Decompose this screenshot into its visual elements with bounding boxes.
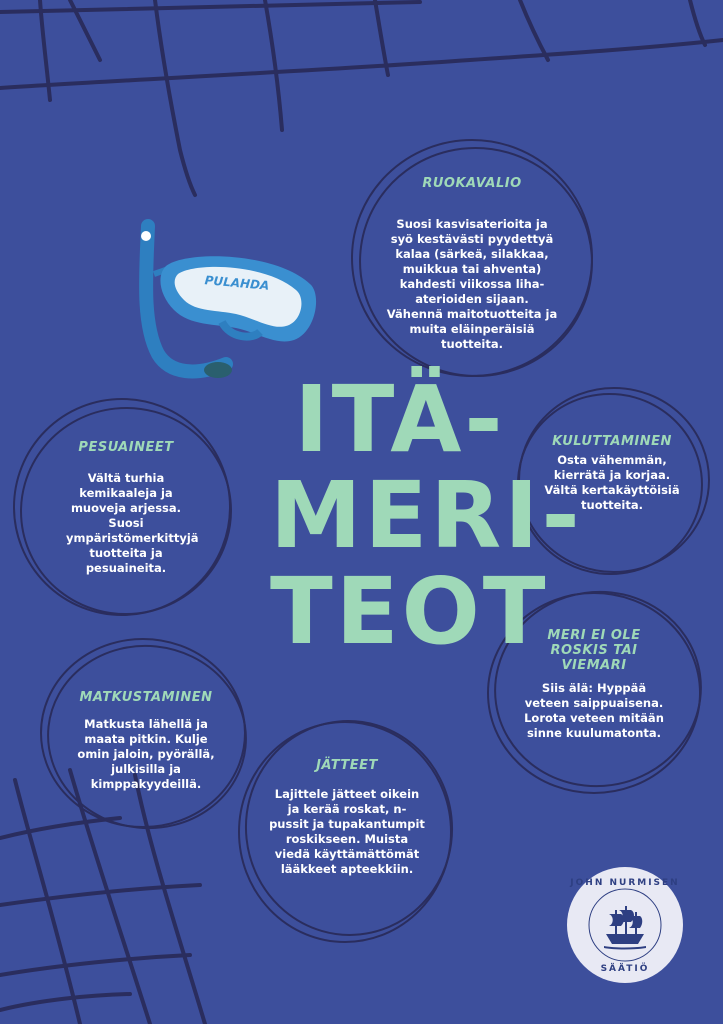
card-ruokavalio-body: Suosi kasvisaterioita ja syö kestävästi pyydettyä kalaa (särkeä, silakkaa, muikkua tai ahventa) kahdesti viikossa liha-aterioiden sijaan. Vähennä maitotuotteita ja muita eläinperäisiä tuotteita. (386, 217, 558, 351)
card-matkustaminen-body: Matkusta lähellä ja maata pitkin. Kulje omin jaloin, pyörällä, julkisilla ja kimppakyydeillä. (77, 717, 215, 791)
headline-line2: MERI- (270, 462, 583, 569)
card-kuluttaminen (538, 434, 686, 513)
logo-top-text: JOHN NURMISEN (570, 878, 680, 888)
headline-line1: ITÄ- (294, 366, 506, 473)
card-jatteet (268, 758, 426, 877)
card-pesuaineet-body: Vältä turhia kemikaaleja ja muoveja arjessa. Suosi ympäristömerkittyjä tuotteita ja pesuaineita. (66, 471, 199, 575)
card-ruokavalio-title: RUOKAVALIO (422, 176, 522, 191)
card-meri (520, 628, 668, 741)
card-matkustaminen-title: MATKUSTAMINEN (79, 690, 213, 705)
card-matkustaminen (70, 690, 222, 792)
card-meri-body: Siis älä: Hyppää veteen saippuaisena. Lorota veteen mitään sinne kuulumatonta. (524, 681, 664, 740)
card-kuluttaminen-body: Osta vähemmän, kierrätä ja korjaa. Vältä kertakäyttöisiä tuotteita. (544, 453, 680, 512)
mask-label: PULAHDA (204, 273, 270, 293)
card-kuluttaminen-title: KULUTTAMINEN (552, 434, 672, 449)
card-pesuaineet-title: PESUAINEET (78, 440, 174, 455)
logo-bottom-text: SÄÄTIÖ (600, 964, 650, 974)
card-jatteet-title: JÄTTEET (316, 758, 378, 773)
sailing-ship-icon (600, 900, 650, 950)
card-pesuaineet (66, 440, 199, 576)
foundation-logo (566, 866, 684, 984)
card-meri-title: MERI EI OLE ROSKIS TAI VIEMARI (547, 628, 641, 673)
card-jatteet-body: Lajittele jätteet oikein ja kerää roskat, n-pussit ja tupakantumpit roskikseen. Muista viedä käyttämättömät lääkkeet apteekkiin. (269, 787, 425, 876)
snorkel-mask-icon (126, 214, 326, 384)
headline (270, 366, 583, 665)
headline-line3: TEOT (270, 558, 549, 665)
card-ruokavalio (386, 176, 558, 352)
